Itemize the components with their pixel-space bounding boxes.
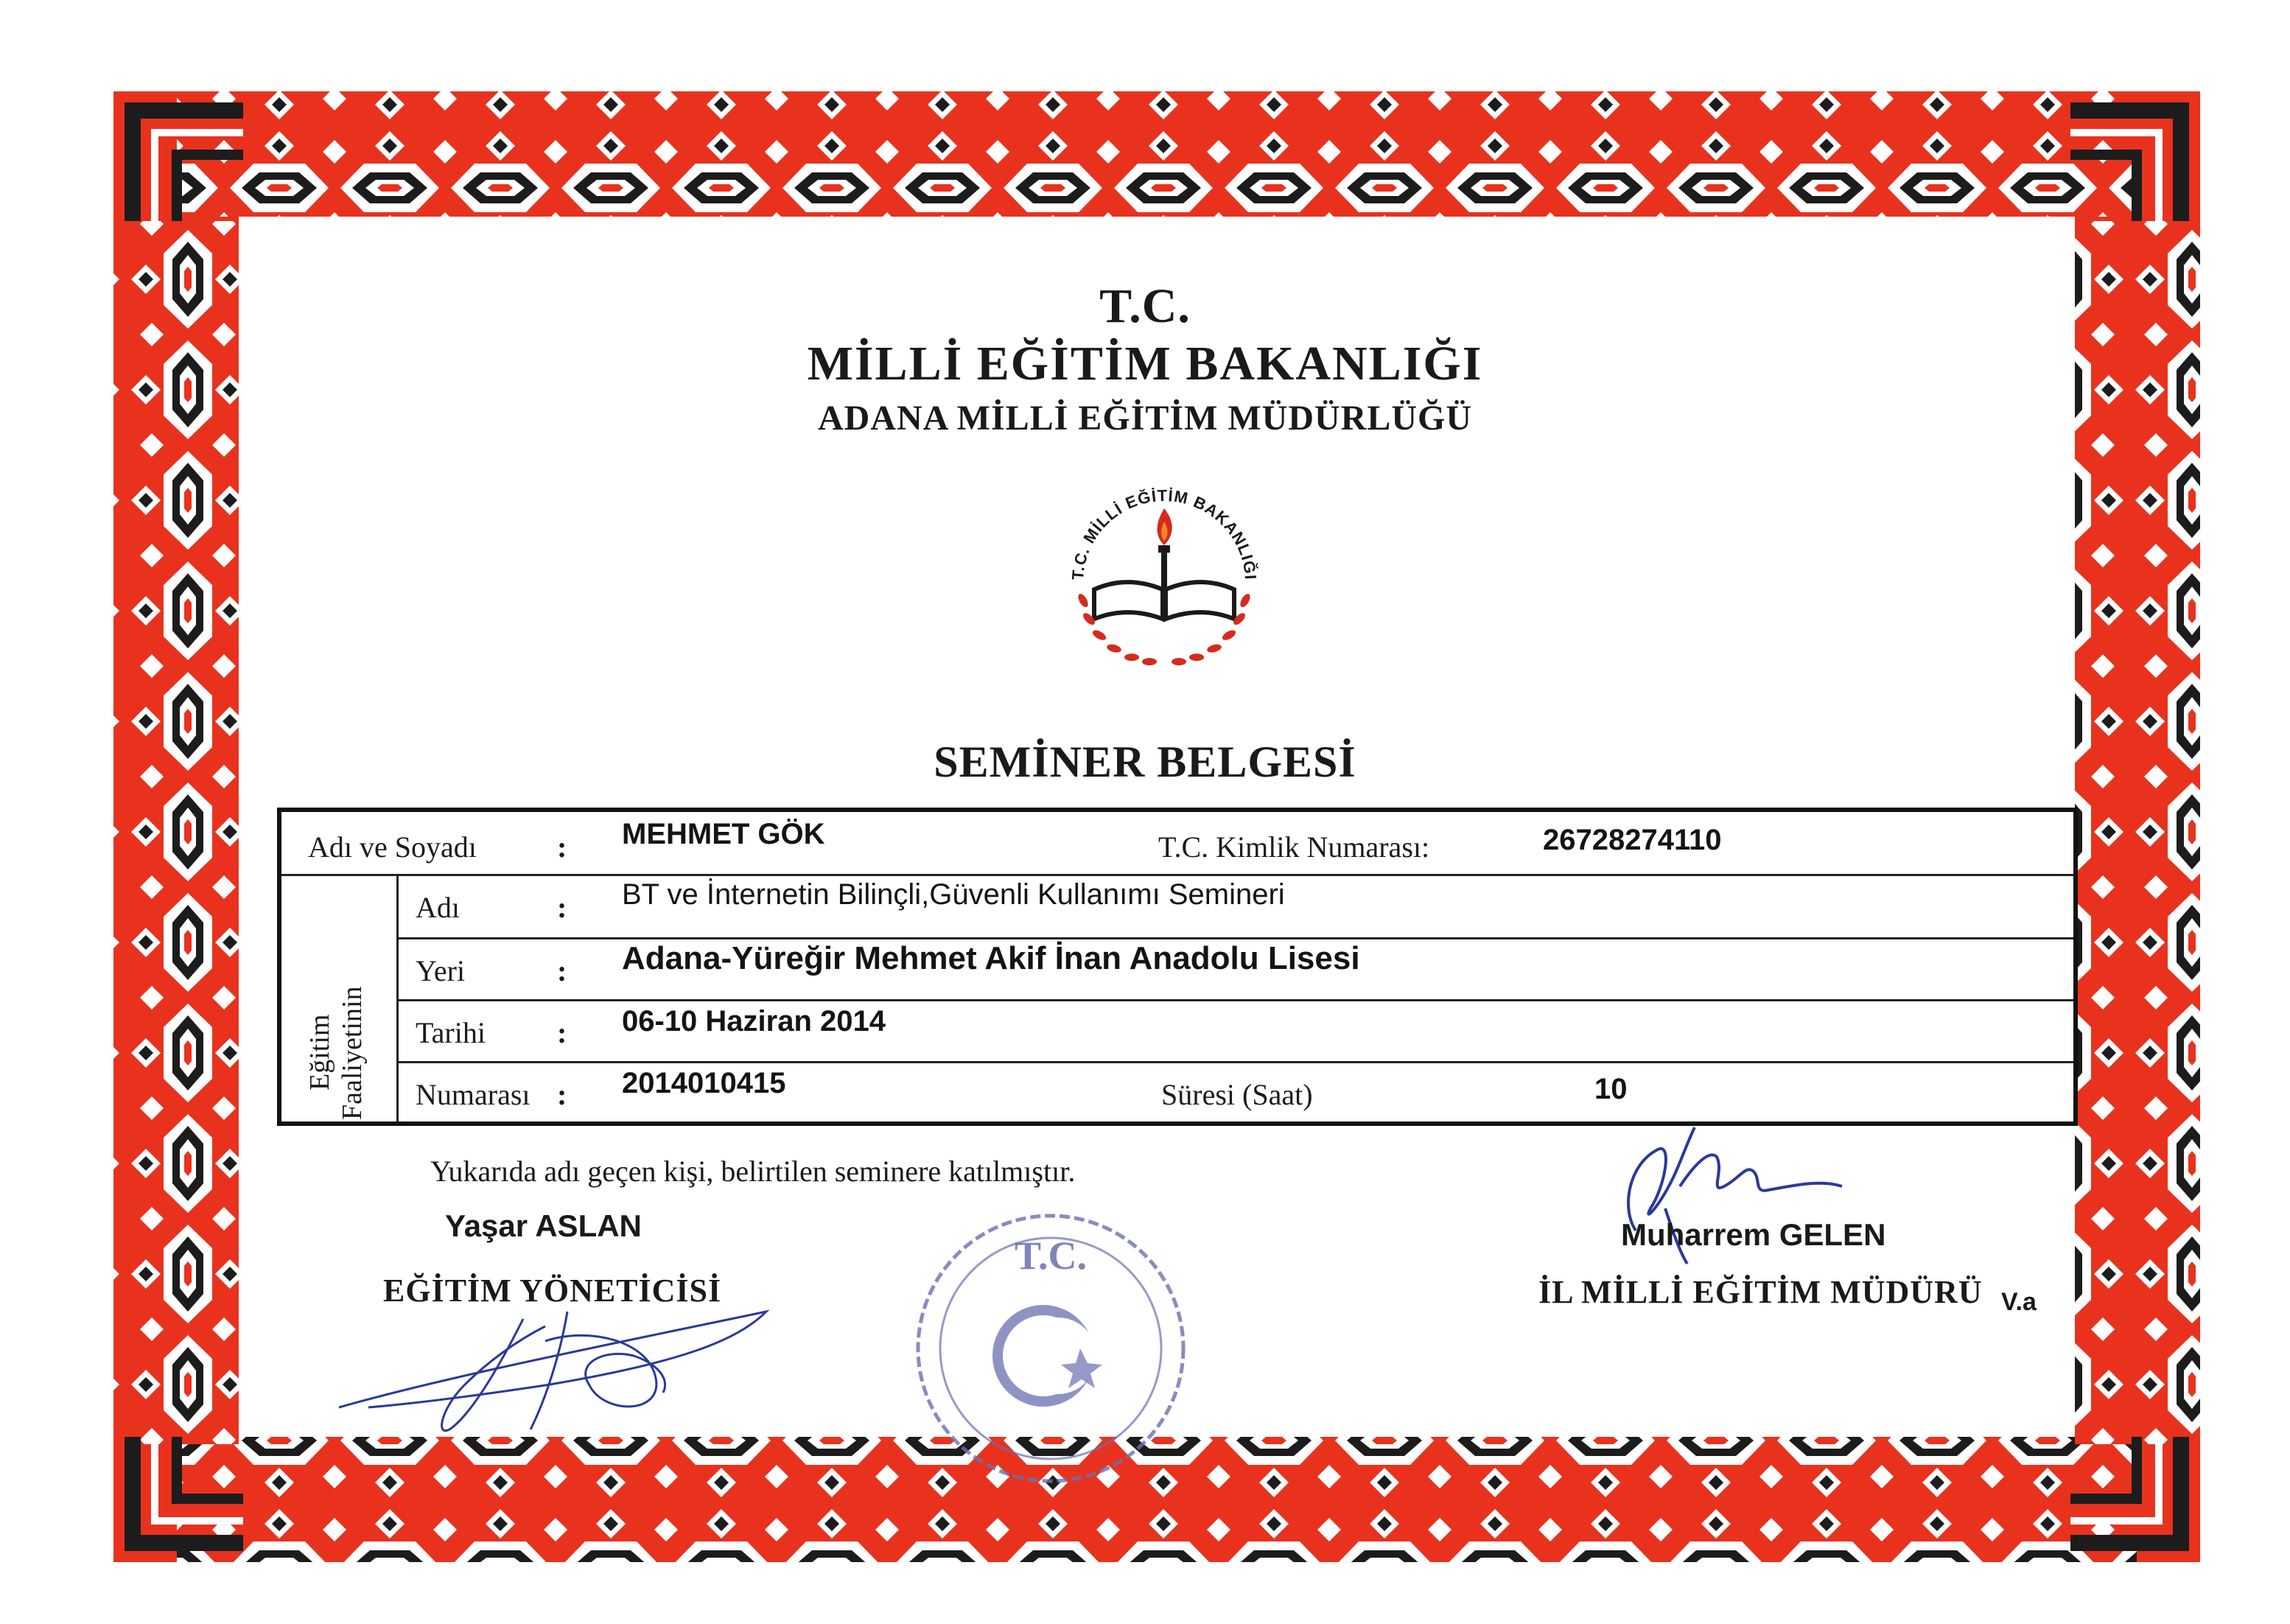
right-signer-title: İL MİLLİ EĞİTİM MÜDÜRÜ [1538,1274,1983,1310]
row-divider [281,874,2073,876]
place-value: Adana-Yüreğir Mehmet Akif İnan Anadolu Lisesi [622,940,1360,976]
left-signer-name: Yaşar ASLAN [445,1208,642,1243]
document-title: SEMİNER BELGESİ [934,738,1356,786]
header-directorate: ADANA MİLLİ EĞİTİM MÜDÜRLÜĞÜ [817,399,1473,438]
name-label: Adı ve Soyadı [308,830,477,864]
row-divider [396,1061,2073,1063]
column-divider [396,874,399,1121]
colon: : [557,1078,567,1111]
header-ministry: MİLLİ EĞİTİM BAKANLIĞI [807,337,1483,391]
id-label: T.C. Kimlik Numarası: [1158,830,1430,864]
colon: : [557,830,567,864]
participation-statement: Yukarıda adı geçen kişi, belirtilen seminere katılmıştır. [430,1155,1076,1188]
date-label: Tarihi [416,1016,486,1049]
right-signer-name: Muharrem GELEN [1621,1217,1886,1252]
colon: : [557,1016,567,1049]
activity-name-value: BT ve İnternetin Bilinçli,Güvenli Kullanımı Semineri [622,878,1285,911]
colon: : [557,891,567,924]
header-tc: T.C. [1099,279,1191,333]
left-signature [324,1297,781,1444]
date-value: 06-10 Haziran 2014 [622,1005,886,1037]
acting-suffix: V.a [2001,1288,2037,1316]
logo-arc-text: T.C. MİLLİ EĞİTİM BAKANLIĞI [1068,486,1261,581]
number-label: Numarası [416,1078,531,1111]
section-label-vertical [287,892,376,1120]
info-table [277,808,2078,1126]
ministry-logo [1054,472,1275,693]
official-stamp [911,1208,1191,1488]
name-value: MEHMET GÖK [622,818,825,850]
number-value: 2014010415 [622,1067,786,1099]
row-divider [396,937,2073,939]
id-value: 26728274110 [1543,824,1722,856]
colon: : [557,954,567,987]
section-label-1: Eğitim [304,1014,335,1091]
duration-value: 10 [1594,1073,1628,1105]
left-signer-title: EĞİTİM YÖNETİCİSİ [383,1273,722,1309]
row-divider [396,999,2073,1001]
section-label-2: Faaliyetinin [337,986,368,1120]
place-label: Yeri [416,954,466,987]
activity-name-label: Adı [416,891,460,924]
duration-label: Süresi (Saat) [1161,1078,1313,1111]
stamp-text: T.C. [1014,1233,1088,1278]
